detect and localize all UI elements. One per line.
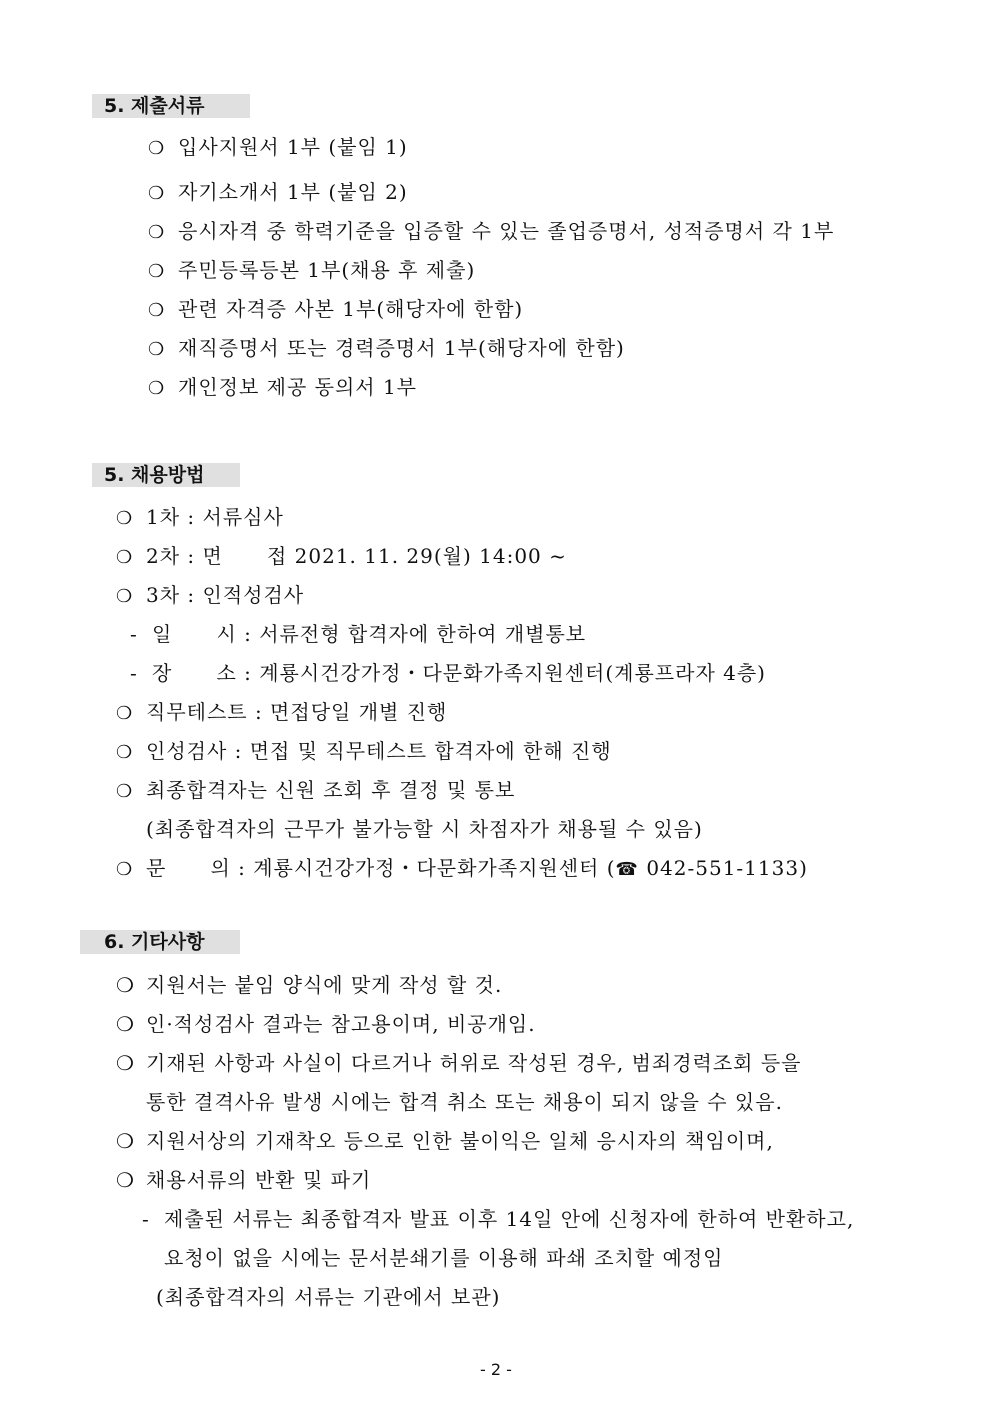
section-heading-etc: 6. 기타사항 xyxy=(80,930,240,954)
list-item: ❍ 인성검사 : 면접 및 직무테스트 합격자에 한해 진행 xyxy=(116,738,612,766)
sub-item: - 제출된 서류는 최종합격자 발표 이후 14일 안에 신청자에 한하여 반환하고, xyxy=(142,1207,855,1231)
list-item: ❍ 2차 : 면 접 2021. 11. 29(월) 14:00 ~ xyxy=(116,543,567,571)
circle-bullet-icon: ❍ xyxy=(116,1168,135,1192)
list-item: ❍ 최종합격자는 신원 조회 후 결정 및 통보 xyxy=(116,777,515,805)
dash-bullet: - xyxy=(142,1207,150,1231)
circle-bullet-icon: ❍ xyxy=(116,547,134,568)
list-item: ❍ 3차 : 인적성검사 xyxy=(116,582,304,610)
circle-bullet-icon: ❍ xyxy=(148,138,166,159)
circle-bullet-icon: ❍ xyxy=(116,742,134,763)
list-item: ❍ 기재된 사항과 사실이 다르거나 허위로 작성된 경우, 범죄경력조회 등을 xyxy=(116,1051,802,1075)
sub-item: - 일 시 : 서류전형 합격자에 한하여 개별통보 xyxy=(130,622,587,646)
circle-bullet-icon: ❍ xyxy=(148,222,166,243)
list-item-continued: 통한 결격사유 발생 시에는 합격 취소 또는 채용이 되지 않을 수 있음. xyxy=(146,1090,783,1114)
phone-icon: ☎ xyxy=(615,859,639,880)
sub-item-note: (최종합격자의 서류는 기관에서 보관) xyxy=(156,1285,501,1309)
circle-bullet-icon: ❍ xyxy=(148,339,166,360)
list-item: ❍ 직무테스트 : 면접당일 개별 진행 xyxy=(116,699,447,727)
page-number: - 2 - xyxy=(480,1360,512,1379)
circle-bullet-icon: ❍ xyxy=(148,300,166,321)
dash-bullet: - xyxy=(130,622,138,646)
sub-item-continued: 요청이 없을 시에는 문서분쇄기를 이용해 파쇄 조치할 예정임 xyxy=(164,1246,724,1270)
list-item: ❍ 주민등록등본 1부(채용 후 제출) xyxy=(148,257,475,285)
circle-bullet-icon: ❍ xyxy=(148,261,166,282)
dash-bullet: - xyxy=(130,661,138,685)
sub-item: - 장 소 : 계룡시건강가정・다문화가족지원센터(계룡프라자 4층) xyxy=(130,661,766,685)
list-item: ❍ 지원서상의 기재착오 등으로 인한 불이익은 일체 응시자의 책임이며, xyxy=(116,1129,774,1153)
circle-bullet-icon: ❍ xyxy=(116,703,134,724)
list-item: ❍ 인·적성검사 결과는 참고용이며, 비공개임. xyxy=(116,1012,536,1036)
list-item: ❍ 응시자격 중 학력기준을 입증할 수 있는 졸업증명서, 성적증명서 각 1부 xyxy=(148,218,834,246)
circle-bullet-icon: ❍ xyxy=(148,378,166,399)
list-item: ❍ 재직증명서 또는 경력증명서 1부(해당자에 한함) xyxy=(148,335,625,363)
list-item: ❍ 관련 자격증 사본 1부(해당자에 한함) xyxy=(148,296,523,324)
circle-bullet-icon: ❍ xyxy=(116,1129,135,1153)
section-heading-docs: 5. 제출서류 xyxy=(92,94,250,118)
list-item: ❍ 채용서류의 반환 및 파기 xyxy=(116,1168,372,1192)
list-item-note: (최종합격자의 근무가 불가능할 시 차점자가 채용될 수 있음) xyxy=(146,817,703,841)
list-item: ❍ 문 의 : 계룡시건강가정・다문화가족지원센터 (☎ 042-551-1133) xyxy=(116,855,808,883)
list-item: ❍ 지원서는 붙임 양식에 맞게 작성 할 것. xyxy=(116,973,503,997)
list-item: ❍ 입사지원서 1부 (붙임 1) xyxy=(148,134,408,162)
circle-bullet-icon: ❍ xyxy=(116,586,134,607)
circle-bullet-icon: ❍ xyxy=(116,1012,135,1036)
list-item: ❍ 개인정보 제공 동의서 1부 xyxy=(148,374,417,402)
circle-bullet-icon: ❍ xyxy=(116,859,134,880)
list-item: ❍ 1차 : 서류심사 xyxy=(116,504,284,532)
circle-bullet-icon: ❍ xyxy=(116,1051,135,1075)
section-heading-method: 5. 채용방법 xyxy=(92,463,240,487)
list-item: ❍ 자기소개서 1부 (붙임 2) xyxy=(148,179,408,207)
circle-bullet-icon: ❍ xyxy=(116,508,134,529)
circle-bullet-icon: ❍ xyxy=(116,781,134,802)
circle-bullet-icon: ❍ xyxy=(116,973,135,997)
circle-bullet-icon: ❍ xyxy=(148,183,166,204)
